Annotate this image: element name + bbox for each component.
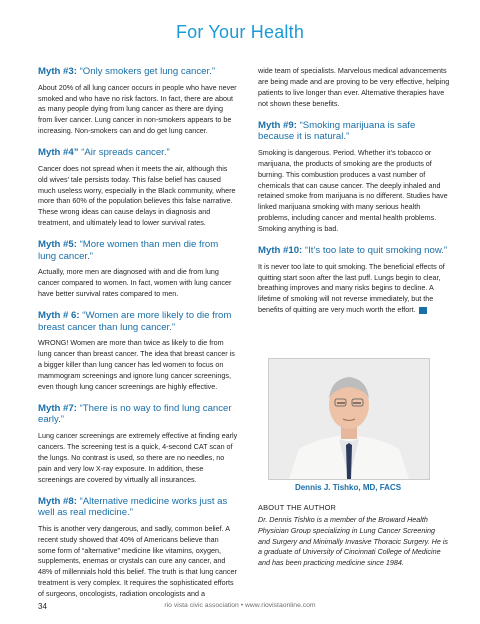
- myth-7-section: [38, 403, 238, 486]
- myth-10-heading: [258, 245, 453, 257]
- myth-label: Myth #5:: [38, 239, 77, 251]
- myth-5-body: Actually, more men are diagnosed with and die from lung cancer compared to women. In fact, women with lung cancer have better survival rates compared to men.: [38, 267, 232, 299]
- myth-10-body: [258, 262, 453, 317]
- myth-label: Myth #4”: [38, 147, 79, 159]
- myth-4-heading: [38, 147, 238, 159]
- myth-6-section: [38, 310, 238, 393]
- myth-label: Myth #7:: [38, 402, 77, 414]
- page-number: 34: [38, 602, 47, 611]
- myth-8-heading: [38, 496, 238, 519]
- myth-title: “Women are more likely to die from breast cancer than lung cancer.”: [38, 310, 232, 333]
- end-of-article-icon: [419, 307, 427, 314]
- myth-title: “Only smokers get lung cancer.”: [76, 66, 216, 77]
- myth-title: “Alternative medicine works just as well as real medicine.”: [38, 495, 228, 519]
- myth-label: Myth #10:: [258, 245, 303, 257]
- myth-5-section: [38, 239, 238, 300]
- myth-title: “More women than men die from lung cancer.”: [38, 239, 219, 262]
- myth-8-body: This is another very dangerous, and sadly, common belief. A recent study showed that 40% of Americans believe than some form of “alternative” medicine like vitamins, oxygen, supplements, enemas or crystals can cure any cancer, and 48% of millennials hold this belief. The truth is that lung cancer treatment is very complex. It requires the sophisticated efforts of surgeons, oncologists, radiation oncologists and a: [38, 523, 237, 599]
- myth-6-body: WRONG! Women are more than twice as likely to die from lung cancer than breast cancer. The idea that breast cancer is a bigger killer than lung cancer has led women to focus on mammogram screenings and ignore lung cancer screenings, even though lung cancer screenings are highly effective.: [38, 338, 235, 391]
- myth-label: Myth #3:: [38, 66, 77, 77]
- myth-4-section: [38, 147, 238, 229]
- myth-3-heading: [38, 66, 238, 78]
- author-photo: [268, 358, 430, 480]
- myth-title: “Air spreads cancer.”: [78, 147, 170, 159]
- myth-9-body: Smoking is dangerous. Period. Whether it’s tobacco or marijuana, the products of smoking are the products of burning. This combustion produces a vast number of chemicals that can cause cancer. The deeply inhaled and retained smoke from marijuana is no different. Studies have linked marijuana smoking with many serious health problems, including cancer and mental health problems. Smoking anything is bad.: [258, 147, 448, 234]
- myth-9-heading: [258, 120, 453, 143]
- myth-7-body: Lung cancer screenings are extremely effective at finding early cancers. The screening test is a quick, 4-second CAT scan of the lungs. No contrast is used, so there are no needles, no pain and very low X-ray exposure. In addition, these screenings are covered by virtually all insurances.: [38, 430, 238, 484]
- myth-label: Myth #9:: [258, 119, 297, 131]
- photo-caption: Dennis J. Tishko, MD, FACS: [294, 483, 402, 492]
- footer-text: rio vista civic association • www.riovistaonline.com: [164, 602, 316, 609]
- myth-8-continuation: wide team of specialists. Marvelous medical advancements are being made and are proving to be very effective, helping patients to live longer than ever. Alternative therapies have not shown these benefits.: [258, 66, 450, 108]
- left-column: [38, 66, 238, 610]
- myth-7-heading: [38, 403, 238, 426]
- author-portrait-illustration: [269, 359, 429, 479]
- myth-6-heading: [38, 310, 238, 333]
- about-author-text: Dr. Dennis Tishko is a member of the Broward Health Physician Group specializing in Lung Cancer Screening and Surgery and Minimally Invasive Thoracic Surgery. He is a graduate of University of Cincinnati College of Medicine and has been practicing medicine since 1984.: [258, 515, 449, 568]
- right-column: [258, 66, 453, 326]
- myth-4-body: Cancer does not spread when it meets the air, although this old wives’ tale persists today. This false belief has caused much useless worry, especially in the Black community, where more than 60% of the population believes this false narrative. These wrong ideas can cause delays in diagnosis and treatment, and ultimately lead to lower survival rates.: [38, 163, 236, 228]
- myth-label: Myth # 6:: [38, 310, 80, 322]
- myth-10-body-text: It is never too late to quit smoking. The beneficial effects of quitting start soon after the last puff. Lungs begin to clear, breathing improves and many risks begins to decline. A lifetime of smoking will not reverse immediately, but the benefits of quitting are very much worth the effort.: [258, 261, 445, 315]
- myth-title: “Smoking marijuana is safe because it is natural.”: [258, 119, 416, 143]
- myth-title: “It’s too late to quit smoking now.”: [302, 245, 448, 257]
- myth-title: “There is no way to find lung cancer early.”: [38, 402, 232, 426]
- myth-3-section: [38, 66, 238, 137]
- myth-8-section: [38, 496, 238, 601]
- about-author-heading: ABOUT THE AUTHOR: [258, 503, 337, 512]
- myth-label: Myth #8:: [38, 495, 77, 507]
- page-title: For Your Health: [175, 22, 305, 42]
- myth-5-heading: [38, 239, 238, 262]
- myth-3-body: About 20% of all lung cancer occurs in people who have never smoked and who have no risk factors. In fact, there are about as many people dying from lung cancer as there are dying from liver cancer. Lung cancer in non-smokers appears to be increasing. Non-smokers can and do get lung cancer.: [38, 82, 237, 136]
